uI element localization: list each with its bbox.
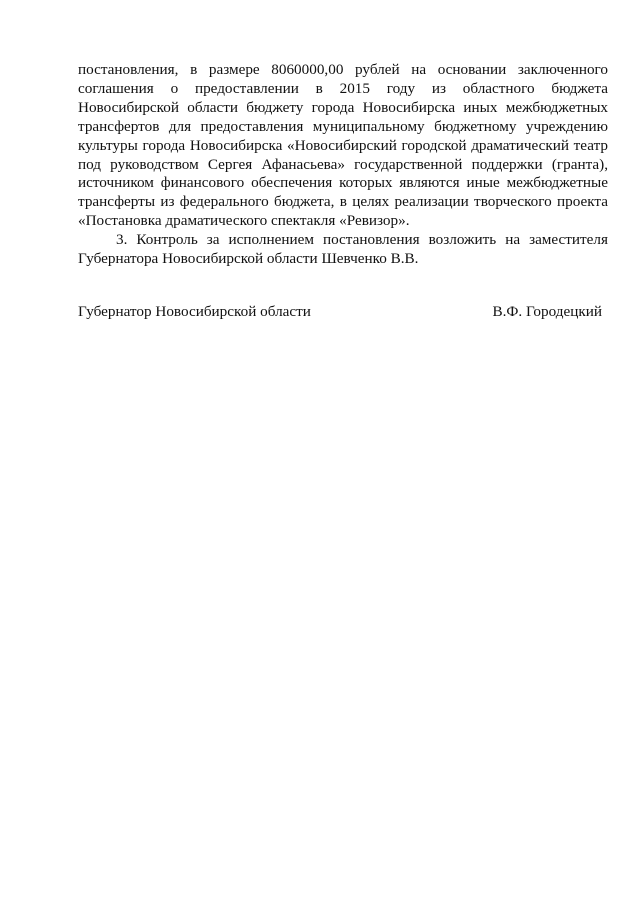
paragraph-continuation: постановления, в размере 8060000,00 рублей на основании заключенного соглашения о предоставлении в 2015 году из областного бюджета Новосибирской области бюджету города Новосибирска иных межбюджетных трансфертов для предоставления муниципальному бюджетному учреждению культуры города Новосибирска «Новосибирский городской драматический театр под руководством Сергея Афанасьева» государственной поддержки (гранта), источником финансового обеспечения которых являются иные межбюджетные трансферты из федерального бюджета, в целях реализации творческого проекта «Постановка драматического спектакля «Ревизор». [78, 61, 608, 230]
paragraph-3: 3. Контроль за исполнением постановления возложить на заместителя Губернатора Новосибирской области Шевченко В.В. [78, 231, 608, 268]
document-body [78, 61, 608, 269]
signatory-position: Губернатор Новосибирской области [78, 303, 311, 320]
signatory-name: В.Ф. Городецкий [492, 303, 602, 320]
signature-block [78, 303, 602, 322]
